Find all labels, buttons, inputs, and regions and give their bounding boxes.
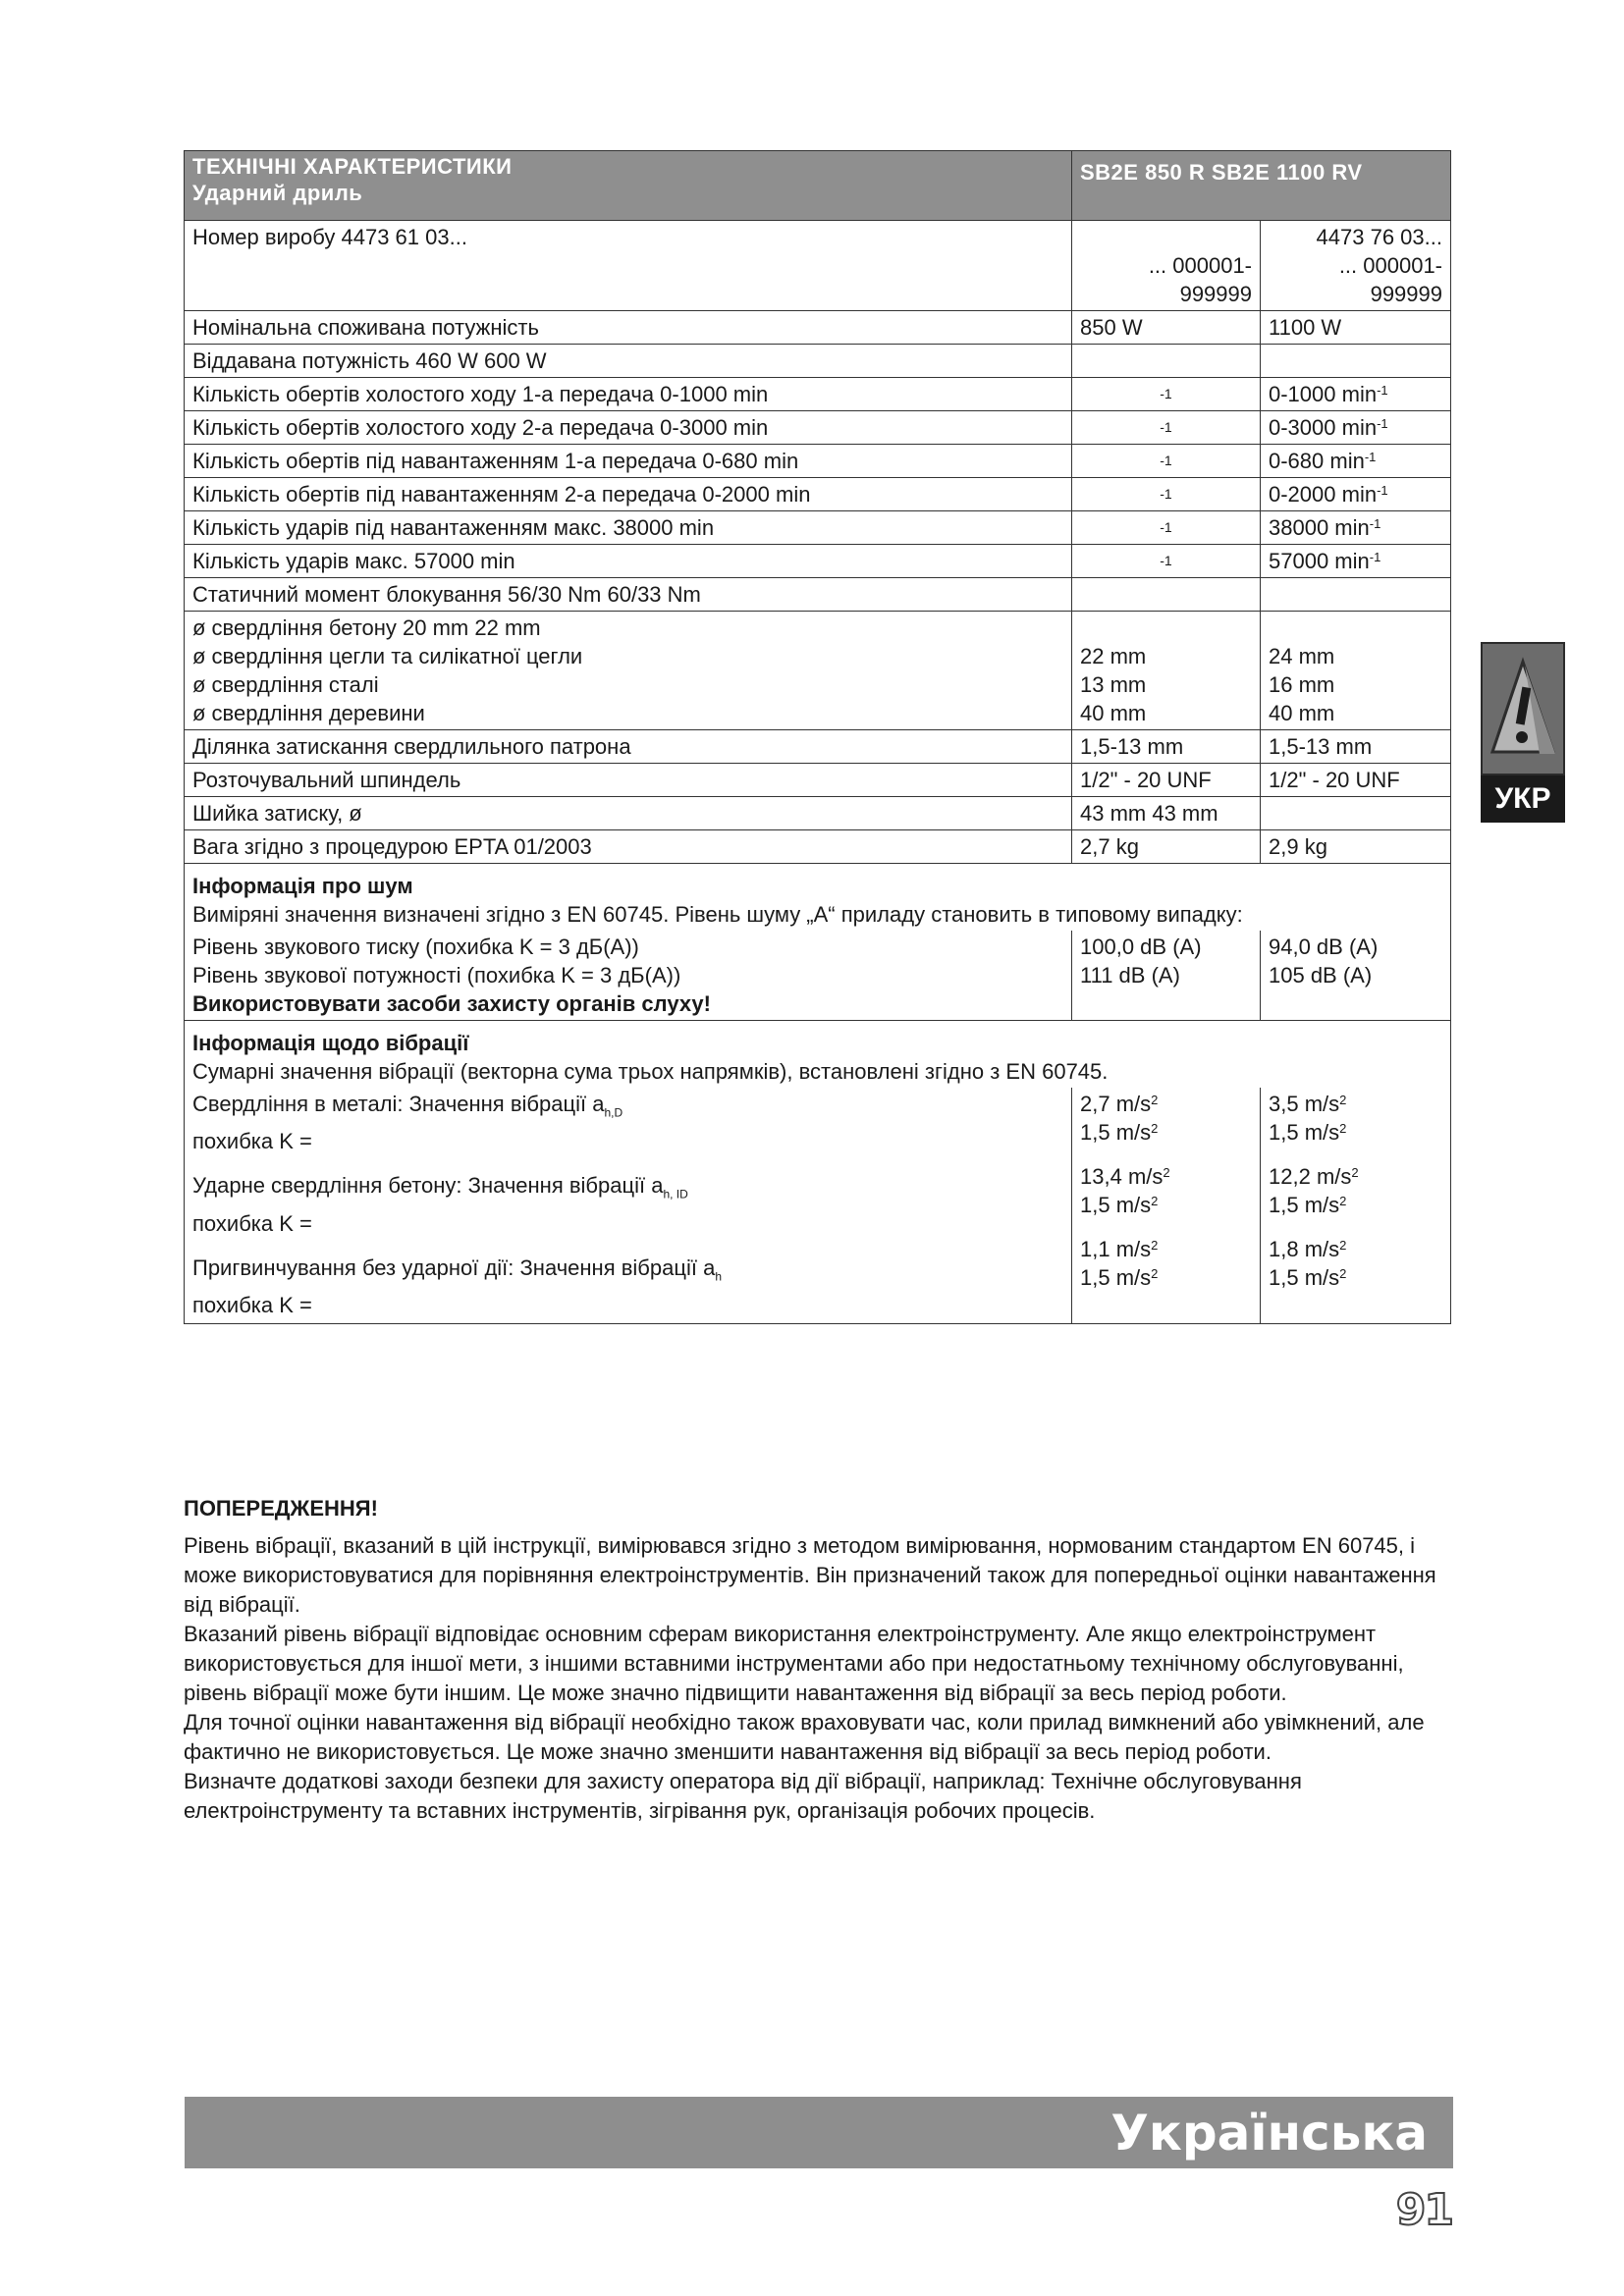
table-subtitle: Ударний дриль [192, 181, 363, 205]
language-side-tab [1481, 642, 1565, 823]
noise-section [185, 864, 1451, 932]
table-header [185, 151, 1451, 221]
table-row: Кількість обертів під навантаженням 1-а передача 0-680 min -1 0-680 $\min^{-1}$ [185, 445, 1451, 478]
warning-title: ПОПЕРЕДЖЕННЯ! [184, 1496, 378, 1521]
warning-block [184, 1494, 1460, 1826]
vibration-title: Інформація щодо вібрації [192, 1031, 469, 1055]
table-title: ТЕХНІЧНІ ХАРАКТЕРИСТИКИ [192, 154, 513, 179]
model-names: SB2E 850 R SB2E 1100 RV [1072, 151, 1451, 221]
table-row: Вага згідно з процедурою EPTA 01/2003 2,7 kg 2,9 kg [185, 830, 1451, 864]
table-row: Кількість обертів холостого ходу 1-а передача 0-1000 min -1 0-1000 $\min^{-1}$ [185, 378, 1451, 411]
table-row: Шийка затиску, ø 43 mm 43 mm [185, 797, 1451, 830]
language-footer-bar [185, 2097, 1453, 2168]
noise-intro: Виміряні значення визначені згідно з EN 60745. Рівень шуму „А“ приладу становить в типовому випадку: [192, 902, 1243, 927]
language-name: Українська [1110, 2105, 1428, 2162]
table-row: Ділянка затискання свердлильного патрона 1,5-13 mm 1,5-13 mm [185, 730, 1451, 764]
page-number: 91 [1395, 2185, 1452, 2235]
table-row: Кількість ударів під навантаженням макс. 38000 min -1 38000 $\min^{-1}$ [185, 511, 1451, 545]
hearing-protection-note: Використовувати засоби захисту органів слуху! [192, 991, 711, 1016]
noise-values: Рівень звукового тиску (похибка K = 3 дБ(A)) Рівень звукової потужності (похибка K = 3 дБ(A)) Використовувати засоби захисту органів слуху! 100,0 dB (A) 111 dB (A) 94,0 dB (A) 105 dB (A) [185, 931, 1451, 1021]
warning-paragraph: Вказаний рівень вібрації відповідає основним сферам використання електроінструменту. Але якщо електроінструмент використовується для іншої мети, з іншими вставними інструментами або при недостатньому технічному обслуговуванні, рівень вібрації може бути іншим. Це може значно підвищити навантаження від вібрації за весь період роботи. [184, 1622, 1404, 1705]
table-row: Статичний момент блокування 56/30 Nm 60/33 Nm [185, 578, 1451, 612]
table-row: Віддавана потужність 460 W 600 W [185, 345, 1451, 378]
table-row: Номер виробу 4473 61 03... ... 000001-999999 4473 76 03... ... 000001-999999 [185, 221, 1451, 311]
language-code: УКР [1481, 775, 1565, 823]
table-row: ø свердління бетону 20 mm 22 mm ø свердління цегли та силікатної цегли ø свердління сталі ø свердління деревини 22 mm 13 mm 40 mm 24 mm 16 mm 40 mm [185, 612, 1451, 730]
warning-paragraph: Рівень вібрації, вказаний в цій інструкції, вимірювався згідно з методом вимірювання, нормованим стандартом EN 60745, і може використовуватися для порівняння електроінструментів. Він призначений також для попередньої оцінки навантаження від вібрації. [184, 1533, 1436, 1617]
table-row: Кількість обертів під навантаженням 2-а передача 0-2000 min -1 0-2000 $\min^{-1}$ [185, 478, 1451, 511]
vibration-section [185, 1021, 1451, 1089]
table-row: Кількість ударів макс. 57000 min -1 57000 $\min^{-1}$ [185, 545, 1451, 578]
table-row: Розточувальний шпиндель 1/2" - 20 UNF 1/2" - 20 UNF [185, 764, 1451, 797]
spec-table [184, 150, 1451, 1324]
warning-paragraph: Визначте додаткові заходи безпеки для захисту оператора від дії вібрації, наприклад: Технічне обслуговування електроінструменту та вставних інструментів, зігрівання рук, організація робочих процесів. [184, 1769, 1302, 1823]
vibration-values: Свердління в металі: Значення вібрації $a_{h,D}$ похибка K = Ударне свердління бетону: Значення вібрації $a_{h, ID}$ похибка K = Пригвинчування без ударної дії: Значення вібрації $a_h$ похибка K = 2,7 $m/s^2$ 1,5 $m/s^2$ 13,4 $m/s^2$ 1,5 $m/s^2$ 1,1 $m/s^2$ 1,5 $m/s^2$ 3,5 $m/s^2$ 1,5 $m/s^2$ 12,2 $m/s^2$ 1,5 $m/s^2$ 1,8 $m/s^2$ 1,5 $m/s^2$ [185, 1088, 1451, 1324]
table-row: Номінальна споживана потужність 850 W 1100 W [185, 311, 1451, 345]
table-row: Кількість обертів холостого ходу 2-а передача 0-3000 min -1 0-3000 $\min^{-1}$ [185, 411, 1451, 445]
noise-title: Інформація про шум [192, 874, 413, 898]
warning-exclamation-icon [1481, 642, 1565, 775]
warning-paragraph: Для точної оцінки навантаження від вібрації необхідно також враховувати час, коли прилад вимкнений або увімкнений, але фактично не використовується. Це може значно зменшити навантаження від вібрації за весь період роботи. [184, 1710, 1425, 1764]
vibration-intro: Сумарні значення вібрації (векторна сума трьох напрямків), встановлені згідно з EN 60745. [192, 1059, 1109, 1084]
